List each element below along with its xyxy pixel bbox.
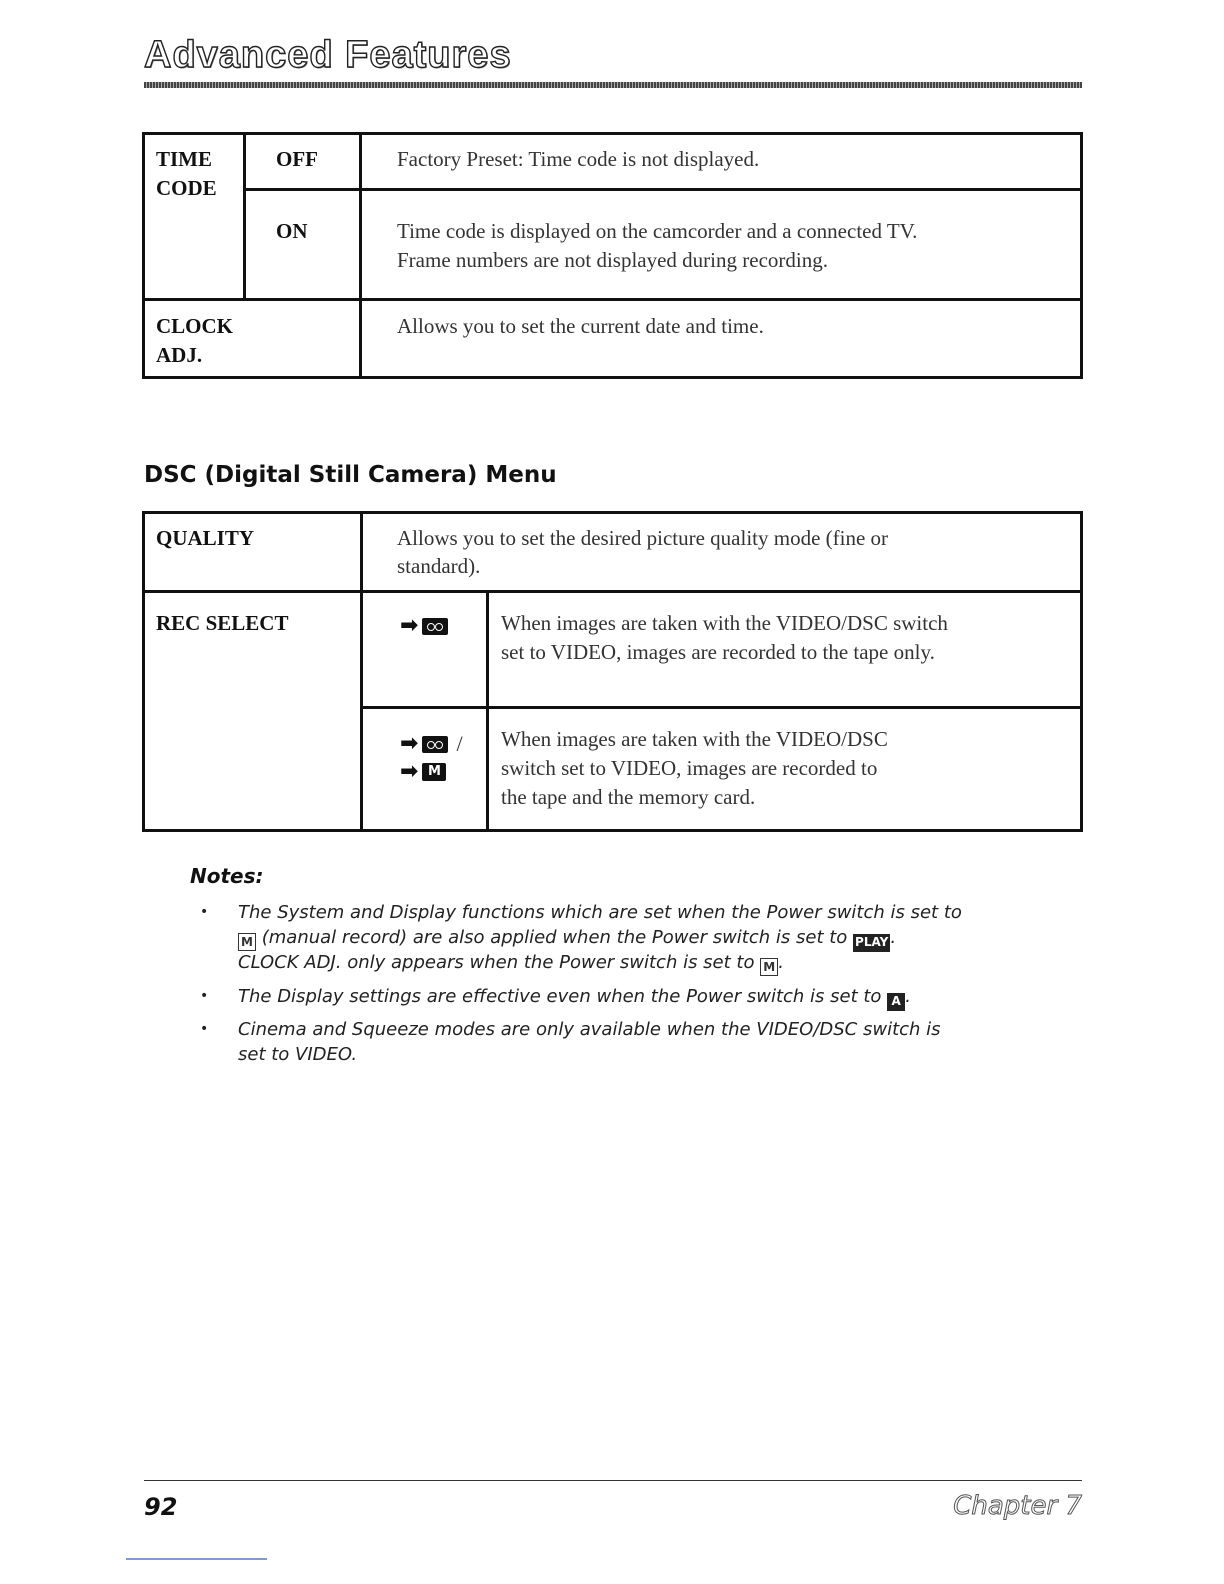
- tape-and-card-description-line2: switch set to VIDEO, images are recorded to: [501, 756, 878, 780]
- quality-description-line1: Allows you to set the desired picture quality mode (fine or: [397, 526, 889, 550]
- arrow-right-icon: ➡: [400, 613, 419, 638]
- divider: [243, 135, 246, 298]
- manual-mode-icon: M: [238, 933, 256, 951]
- arrow-right-icon: ➡: [400, 759, 419, 784]
- note-3-line2: set to VIDEO.: [238, 1044, 358, 1065]
- divider: [243, 188, 1083, 191]
- manual-mode-icon: M: [760, 958, 778, 976]
- note-1-text: CLOCK ADJ. only appears when the Power switch is set to: [238, 952, 755, 973]
- corner-mark: [126, 1558, 267, 1560]
- note-1-text: .: [890, 927, 897, 948]
- tape-and-card-description-line1: When images are taken with the VIDEO/DSC: [501, 727, 888, 751]
- tape-only-icon-group: [400, 615, 448, 637]
- note-1-line2: [238, 925, 1058, 952]
- note-1-text: .: [778, 952, 784, 973]
- separator-slash: /: [456, 731, 463, 756]
- dsc-menu-heading: DSC (Digital Still Camera) Menu: [144, 462, 557, 488]
- footer-rule: [144, 1480, 1082, 1481]
- time-code-table: [142, 132, 1083, 379]
- off-label: OFF: [276, 147, 318, 171]
- note-1-text: The System and Display functions which are set when the Power switch is set to: [238, 902, 962, 923]
- tape-only-description-line1: When images are taken with the VIDEO/DSC switch: [501, 611, 948, 635]
- header-rule: [144, 82, 1082, 88]
- play-mode-icon: PLAY: [853, 934, 890, 952]
- note-1-text: (manual record) are also applied when the Power switch is set to: [261, 927, 848, 948]
- notes-title: Notes:: [190, 864, 264, 888]
- quality-label: QUALITY: [156, 526, 255, 550]
- tape-icon: [422, 736, 448, 753]
- auto-mode-icon: A: [887, 993, 905, 1011]
- tape-and-card-description-line3: the tape and the memory card.: [501, 785, 756, 809]
- on-label: ON: [276, 219, 308, 243]
- tape-icon: [422, 618, 448, 635]
- memory-card-icon: M: [422, 763, 446, 781]
- dsc-menu-table: [142, 511, 1083, 832]
- bullet: •: [200, 1021, 209, 1037]
- divider: [360, 706, 1083, 709]
- divider: [360, 514, 363, 832]
- tape-and-card-icon-group-row2: [400, 761, 446, 783]
- divider: [359, 135, 362, 379]
- time-code-label: TIME CODE: [156, 147, 217, 200]
- arrow-right-icon: ➡: [400, 731, 419, 756]
- note-2-text: The Display settings are effective even when the Power switch is set to: [238, 986, 882, 1007]
- clock-adj-label-line1: CLOCK: [156, 314, 234, 338]
- chapter-label: Chapter 7: [953, 1491, 1082, 1521]
- divider: [145, 298, 1083, 301]
- bullet: •: [200, 904, 209, 920]
- rec-select-label: REC SELECT: [156, 611, 289, 635]
- note-3-line1: Cinema and Squeeze modes are only available when the VIDEO/DSC switch is: [238, 1019, 941, 1040]
- bullet: •: [200, 988, 209, 1004]
- page-number: 92: [144, 1493, 178, 1521]
- quality-description-line2: standard).: [397, 554, 481, 578]
- on-description-line1: Time code is displayed on the camcorder and a connected TV.: [397, 219, 918, 243]
- tape-and-card-icon-group-row1: [400, 731, 463, 757]
- note-1-line3: [238, 950, 1058, 976]
- page-title: Advanced Features: [144, 34, 512, 76]
- clock-adj-label-line2: ADJ.: [156, 343, 203, 367]
- divider: [486, 590, 489, 832]
- tape-only-description-line2: set to VIDEO, images are recorded to the tape only.: [501, 640, 935, 664]
- note-2: [238, 984, 1058, 1011]
- off-description: Factory Preset: Time code is not displayed.: [397, 147, 760, 171]
- on-description-line2: Frame numbers are not displayed during recording.: [397, 248, 828, 272]
- note-1-line1: [238, 900, 1058, 925]
- note-2-text: .: [905, 986, 911, 1007]
- divider: [145, 590, 1083, 593]
- clock-adj-description: Allows you to set the current date and time.: [397, 314, 764, 338]
